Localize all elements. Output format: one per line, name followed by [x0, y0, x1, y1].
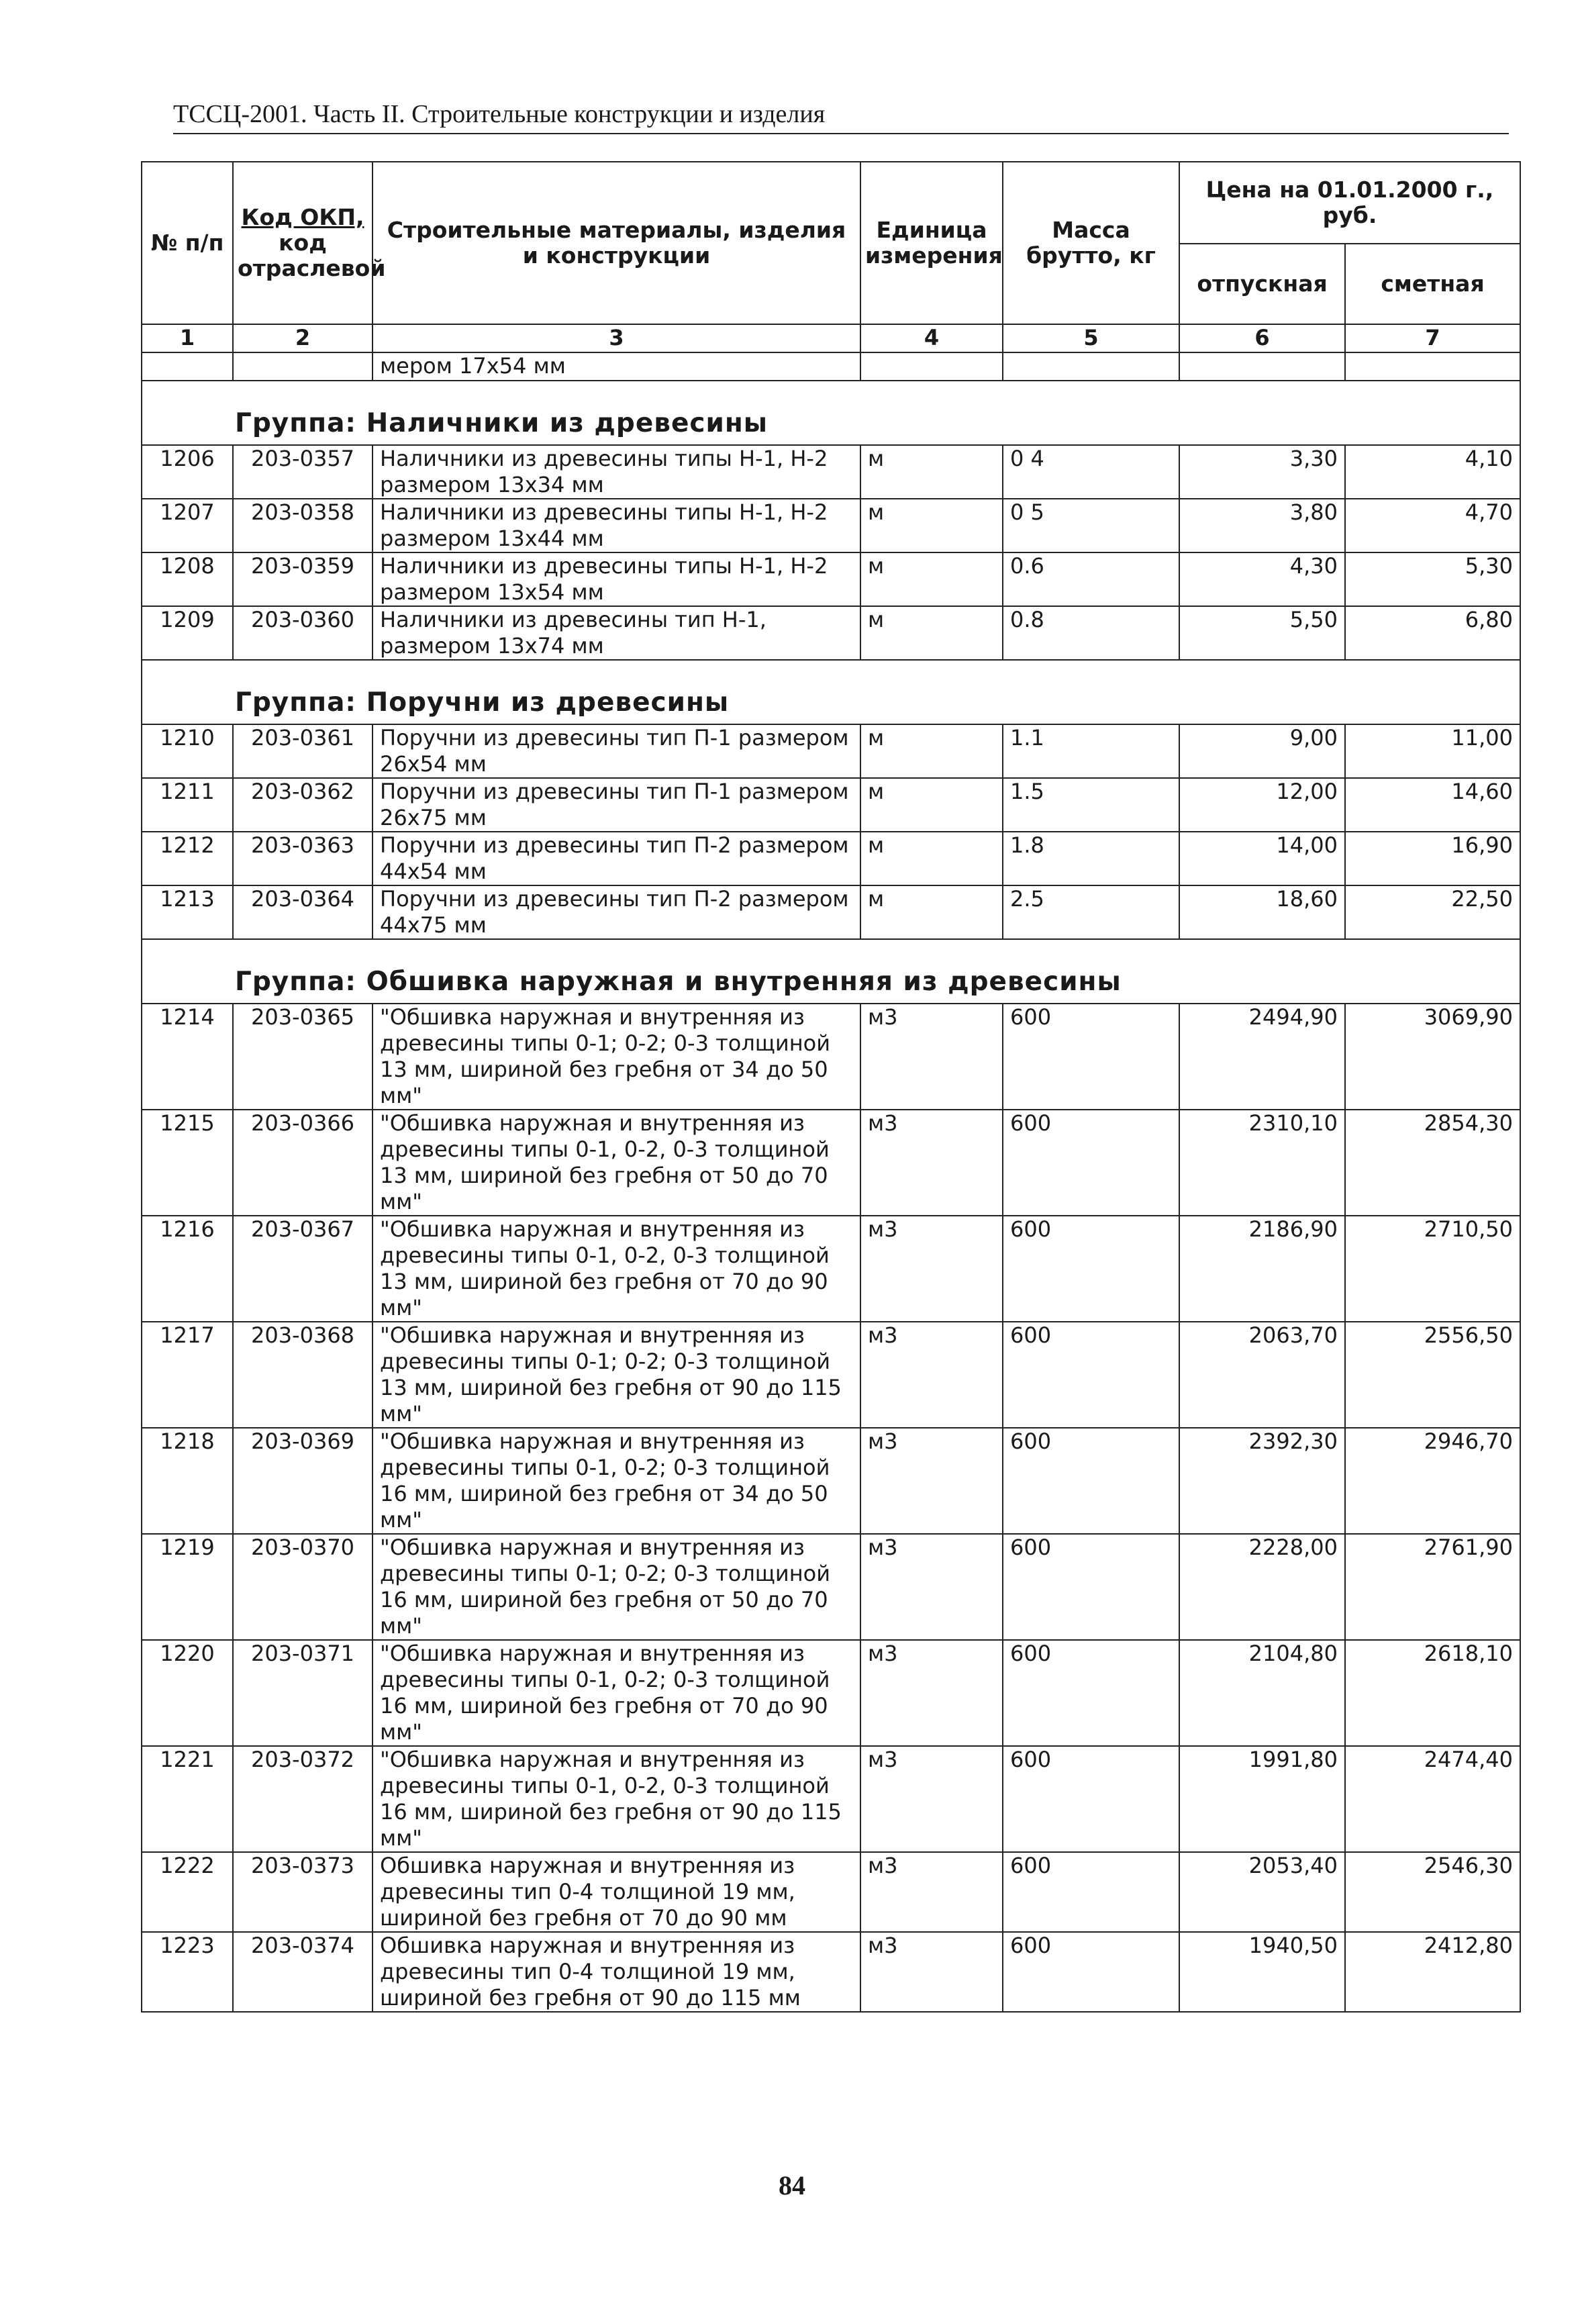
row-code: 203-0367: [233, 1216, 373, 1322]
row-price-release: 2053,40: [1179, 1852, 1345, 1932]
column-number-row: [142, 324, 1520, 352]
table-row: [142, 1004, 1520, 1110]
cell-empty: [233, 352, 373, 381]
row-price-estimate: 16,90: [1345, 832, 1520, 885]
row-mass: 600: [1003, 1534, 1179, 1640]
cell-empty: [142, 352, 233, 381]
header-okp-line2: код отраслевой: [238, 230, 386, 281]
row-code: 203-0373: [233, 1852, 373, 1932]
row-name: "Обшивка наружная и внутренняя из древесины типы 0-1, 0-2, 0-3 толщиной 13 мм, шириной без гребня от 50 до 70 мм": [373, 1110, 860, 1216]
row-price-release: 1991,80: [1179, 1746, 1345, 1852]
row-code: 203-0369: [233, 1428, 373, 1534]
table-row: [142, 1322, 1520, 1428]
row-number: 1223: [142, 1932, 233, 2012]
table-row: [142, 1216, 1520, 1322]
row-mass: 600: [1003, 1746, 1179, 1852]
row-price-estimate: 2546,30: [1345, 1852, 1520, 1932]
row-price-release: 5,50: [1179, 606, 1345, 660]
row-number: 1214: [142, 1004, 233, 1110]
group-title: Группа: Наличники из древесины: [142, 381, 1520, 445]
row-mass: 600: [1003, 1322, 1179, 1428]
row-price-release: 2186,90: [1179, 1216, 1345, 1322]
table-row: [142, 1640, 1520, 1746]
row-price-release: 2228,00: [1179, 1534, 1345, 1640]
row-code: 203-0368: [233, 1322, 373, 1428]
row-number: 1207: [142, 499, 233, 552]
row-name: Обшивка наружная и внутренняя из древесины тип 0-4 толщиной 19 мм, шириной без гребня от 90 до 115 мм: [373, 1932, 860, 2012]
row-mass: 600: [1003, 1004, 1179, 1110]
row-mass: 1.5: [1003, 778, 1179, 832]
row-number: 1221: [142, 1746, 233, 1852]
table-row: [142, 885, 1520, 939]
group-row: [142, 939, 1520, 1004]
row-code: 203-0365: [233, 1004, 373, 1110]
row-price-estimate: 4,70: [1345, 499, 1520, 552]
row-price-release: 3,30: [1179, 445, 1345, 499]
row-price-release: 2392,30: [1179, 1428, 1345, 1534]
row-mass: 0 5: [1003, 499, 1179, 552]
table-row: [142, 1932, 1520, 2012]
row-number: 1213: [142, 885, 233, 939]
row-price-estimate: 2412,80: [1345, 1932, 1520, 2012]
row-price-estimate: 22,50: [1345, 885, 1520, 939]
group-title: Группа: Поручни из древесины: [142, 660, 1520, 724]
row-price-estimate: 14,60: [1345, 778, 1520, 832]
table-row: [142, 552, 1520, 606]
column-number: 1: [142, 324, 233, 352]
row-number: 1211: [142, 778, 233, 832]
row-price-estimate: 2946,70: [1345, 1428, 1520, 1534]
group-row: [142, 660, 1520, 724]
table-row: [142, 1852, 1520, 1932]
row-code: 203-0374: [233, 1932, 373, 2012]
row-unit: м3: [860, 1932, 1003, 2012]
row-unit: м3: [860, 1746, 1003, 1852]
row-name: Поручни из древесины тип П-2 размером 44х75 мм: [373, 885, 860, 939]
cell-empty: [1179, 352, 1345, 381]
row-unit: м: [860, 499, 1003, 552]
row-name: "Обшивка наружная и внутренняя из древесины типы 0-1, 0-2, 0-3 толщиной 13 мм, шириной без гребня от 70 до 90 мм": [373, 1216, 860, 1322]
row-unit: м3: [860, 1216, 1003, 1322]
row-code: 203-0363: [233, 832, 373, 885]
header-num: № п/п: [142, 162, 233, 324]
row-price-estimate: 6,80: [1345, 606, 1520, 660]
row-number: 1219: [142, 1534, 233, 1640]
table-row: [142, 499, 1520, 552]
group-row: [142, 381, 1520, 445]
price-table: [141, 161, 1521, 2013]
row-unit: м3: [860, 1640, 1003, 1746]
row-unit: м3: [860, 1852, 1003, 1932]
row-mass: 0.6: [1003, 552, 1179, 606]
row-unit: м: [860, 445, 1003, 499]
table-row: [142, 1534, 1520, 1640]
row-number: 1209: [142, 606, 233, 660]
row-price-release: 2104,80: [1179, 1640, 1345, 1746]
group-title: Группа: Обшивка наружная и внутренняя из древесины: [142, 939, 1520, 1004]
row-unit: м: [860, 778, 1003, 832]
row-number: 1218: [142, 1428, 233, 1534]
cell-empty: [860, 352, 1003, 381]
row-name: Поручни из древесины тип П-1 размером 26х54 мм: [373, 724, 860, 778]
row-price-estimate: 5,30: [1345, 552, 1520, 606]
continuation-text: мером 17х54 мм: [373, 352, 860, 381]
row-unit: м: [860, 552, 1003, 606]
row-price-release: 2063,70: [1179, 1322, 1345, 1428]
header-okp-line1: Код ОКП,: [241, 204, 364, 230]
row-mass: 600: [1003, 1110, 1179, 1216]
row-price-release: 9,00: [1179, 724, 1345, 778]
row-price-estimate: 2761,90: [1345, 1534, 1520, 1640]
row-unit: м3: [860, 1004, 1003, 1110]
row-name: Поручни из древесины тип П-1 размером 26х75 мм: [373, 778, 860, 832]
table-body: [142, 324, 1520, 2012]
row-code: 203-0362: [233, 778, 373, 832]
row-name: Наличники из древесины типы Н-1, Н-2 размером 13х54 мм: [373, 552, 860, 606]
header-price-release: отпускная: [1179, 244, 1345, 324]
column-number: 3: [373, 324, 860, 352]
row-price-release: 1940,50: [1179, 1932, 1345, 2012]
header-mass: Масса брутто, кг: [1003, 162, 1179, 324]
row-code: 203-0370: [233, 1534, 373, 1640]
row-mass: 600: [1003, 1932, 1179, 2012]
row-price-release: 2494,90: [1179, 1004, 1345, 1110]
row-unit: м3: [860, 1534, 1003, 1640]
row-price-release: 14,00: [1179, 832, 1345, 885]
row-code: 203-0366: [233, 1110, 373, 1216]
table-row: [142, 778, 1520, 832]
column-number: 6: [1179, 324, 1345, 352]
header-okp: [233, 162, 386, 324]
row-name: "Обшивка наружная и внутренняя из древесины типы 0-1, 0-2; 0-3 толщиной 16 мм, шириной без гребня от 34 до 50 мм": [373, 1428, 860, 1534]
row-mass: 0.8: [1003, 606, 1179, 660]
row-mass: 1.1: [1003, 724, 1179, 778]
row-price-release: 18,60: [1179, 885, 1345, 939]
page-header-title: ТССЦ-2001. Часть II. Строительные конструкции и изделия: [173, 100, 826, 128]
row-name: Поручни из древесины тип П-2 размером 44х54 мм: [373, 832, 860, 885]
row-code: 203-0359: [233, 552, 373, 606]
row-unit: м: [860, 724, 1003, 778]
row-mass: 600: [1003, 1428, 1179, 1534]
row-unit: м: [860, 885, 1003, 939]
row-number: 1222: [142, 1852, 233, 1932]
row-mass: 600: [1003, 1852, 1179, 1932]
row-mass: 1.8: [1003, 832, 1179, 885]
table-row: [142, 1110, 1520, 1216]
row-code: 203-0372: [233, 1746, 373, 1852]
row-number: 1220: [142, 1640, 233, 1746]
column-number: 4: [860, 324, 1003, 352]
row-mass: 2.5: [1003, 885, 1179, 939]
table-row: [142, 832, 1520, 885]
row-mass: 600: [1003, 1640, 1179, 1746]
row-unit: м3: [860, 1428, 1003, 1534]
row-name: "Обшивка наружная и внутренняя из древесины типы 0-1; 0-2; 0-3 толщиной 16 мм, шириной без гребня от 50 до 70 мм": [373, 1534, 860, 1640]
row-unit: м: [860, 832, 1003, 885]
header-price-estimate: сметная: [1345, 244, 1520, 324]
row-price-estimate: 2556,50: [1345, 1322, 1520, 1428]
table-row: [142, 1428, 1520, 1534]
row-number: 1210: [142, 724, 233, 778]
table-row: [142, 606, 1520, 660]
row-name: "Обшивка наружная и внутренняя из древесины типы 0-1, 0-2, 0-3 толщиной 16 мм, шириной без гребня от 90 до 115 мм": [373, 1746, 860, 1852]
row-number: 1216: [142, 1216, 233, 1322]
row-mass: 0 4: [1003, 445, 1179, 499]
row-name: "Обшивка наружная и внутренняя из древесины типы 0-1, 0-2; 0-3 толщиной 16 мм, шириной без гребня от 70 до 90 мм": [373, 1640, 860, 1746]
row-code: 203-0371: [233, 1640, 373, 1746]
column-number: 7: [1345, 324, 1520, 352]
row-price-release: 12,00: [1179, 778, 1345, 832]
header-rule: [173, 133, 1509, 134]
row-price-release: 4,30: [1179, 552, 1345, 606]
row-number: 1212: [142, 832, 233, 885]
row-number: 1206: [142, 445, 233, 499]
row-unit: м3: [860, 1110, 1003, 1216]
table-header-row: [142, 162, 1520, 244]
continuation-row: [142, 352, 1520, 381]
table-row: [142, 445, 1520, 499]
cell-empty: [1003, 352, 1179, 381]
row-price-release: 2310,10: [1179, 1110, 1345, 1216]
row-price-release: 3,80: [1179, 499, 1345, 552]
table-row: [142, 724, 1520, 778]
row-price-estimate: 3069,90: [1345, 1004, 1520, 1110]
row-mass: 600: [1003, 1216, 1179, 1322]
page-number: 84: [779, 2170, 805, 2200]
column-number: 2: [233, 324, 373, 352]
row-price-estimate: 11,00: [1345, 724, 1520, 778]
row-unit: м: [860, 606, 1003, 660]
row-code: 203-0358: [233, 499, 373, 552]
row-name: Обшивка наружная и внутренняя из древесины тип 0-4 толщиной 19 мм, шириной без гребня от 70 до 90 мм: [373, 1852, 860, 1932]
header-name: Строительные материалы, изделия и конструкции: [373, 162, 860, 324]
row-price-estimate: 2474,40: [1345, 1746, 1520, 1852]
row-code: 203-0361: [233, 724, 373, 778]
row-price-estimate: 4,10: [1345, 445, 1520, 499]
row-name: Наличники из древесины тип Н-1, размером 13х74 мм: [373, 606, 860, 660]
row-name: "Обшивка наружная и внутренняя из древесины типы 0-1; 0-2; 0-3 толщиной 13 мм, шириной без гребня от 90 до 115 мм": [373, 1322, 860, 1428]
cell-empty: [1345, 352, 1520, 381]
row-code: 203-0364: [233, 885, 373, 939]
row-name: "Обшивка наружная и внутренняя из древесины типы 0-1; 0-2; 0-3 толщиной 13 мм, шириной без гребня от 34 до 50 мм": [373, 1004, 860, 1110]
header-price-group: Цена на 01.01.2000 г., руб.: [1179, 162, 1520, 244]
row-name: Наличники из древесины типы Н-1, Н-2 размером 13х34 мм: [373, 445, 860, 499]
row-number: 1208: [142, 552, 233, 606]
row-price-estimate: 2710,50: [1345, 1216, 1520, 1322]
row-price-estimate: 2854,30: [1345, 1110, 1520, 1216]
row-price-estimate: 2618,10: [1345, 1640, 1520, 1746]
header-unit: Единица измерения: [860, 162, 1003, 324]
row-number: 1217: [142, 1322, 233, 1428]
row-unit: м3: [860, 1322, 1003, 1428]
table-row: [142, 1746, 1520, 1852]
column-number: 5: [1003, 324, 1179, 352]
row-number: 1215: [142, 1110, 233, 1216]
row-code: 203-0357: [233, 445, 373, 499]
row-code: 203-0360: [233, 606, 373, 660]
row-name: Наличники из древесины типы Н-1, Н-2 размером 13х44 мм: [373, 499, 860, 552]
